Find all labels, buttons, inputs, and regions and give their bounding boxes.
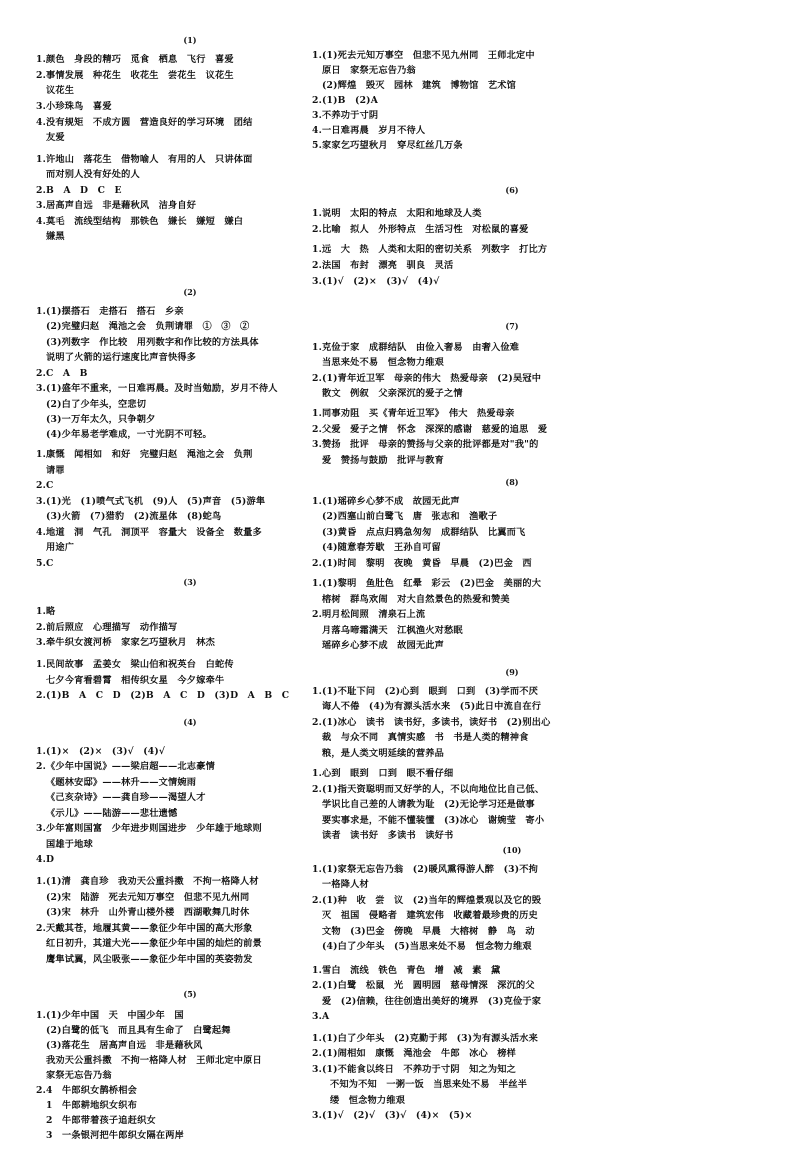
answer-line: 1.(1)不耻下问 (2)心到 眼到 口到 (3)学而不厌 xyxy=(312,686,539,697)
answer-line: 不知为不知 一粥一饭 当思来处不易 半丝半 xyxy=(330,1079,528,1090)
answer-line: 1.许地山 落花生 借物喻人 有用的人 只讲体面 xyxy=(36,154,253,165)
answer-line: 国雄于地球 xyxy=(46,839,93,850)
answer-line: 2.(1)指天资聪明而又好学的人，不以向地位比自己低、 xyxy=(312,784,545,795)
answer-line: 2.(1)闹相如 康慨 渑池会 牛郎 冰心 榜样 xyxy=(312,1048,517,1059)
answer-line: 我劝天公重抖擞 不拘一格降人材 王师北定中原日 xyxy=(46,1055,262,1066)
answer-line: (2)完璧归赵 渑池之会 负荆请罪 ① ③ ② xyxy=(46,321,250,332)
section-7 xyxy=(312,320,780,466)
answer-line: (2)白了少年头，空悲切 xyxy=(46,399,147,410)
answer-line: (4)少年易老学难成，一寸光阴不可轻。 xyxy=(46,429,212,440)
answer-line: 灭 祖国 侵略者 建筑宏伟 收藏着最珍贵的历史 xyxy=(322,910,538,921)
answer-line: 2.B A D C E xyxy=(36,185,122,196)
answer-line: (2)辉煌 毁灭 园林 建筑 博物馆 艺术馆 xyxy=(322,80,517,91)
answer-line: (3)落花生 居高声自远 非是藉秋风 xyxy=(46,1040,203,1051)
answer-line: 3.(1)√ (2)× (3)√ (4)√ xyxy=(312,276,440,287)
answer-line: 5.C xyxy=(36,558,54,569)
answer-line: 文物 (3)巴金 傍晚 早晨 大榕树 静 鸟 动 xyxy=(322,926,535,937)
answer-line: 3.(1)光 (1)喷气式飞机 (9)人 (5)声音 (5)游隼 xyxy=(36,496,266,507)
answer-line: (3)宋 林升 山外青山楼外楼 西湖歌舞几时休 xyxy=(46,907,250,918)
answer-line: 2.比喻 拟人 外形特点 生活习性 对松鼠的喜爱 xyxy=(312,224,529,235)
answer-line: (2)白鹭的低飞 而且具有生命了 白鹭起舞 xyxy=(46,1025,231,1036)
answer-line: 1.(1)清 龚自珍 我劝天公重抖擞 不拘一格降人材 xyxy=(36,876,259,887)
answer-line: 2.C xyxy=(36,480,54,491)
answer-line: 1.雪白 流线 铁色 青色 增 减 素 黛 xyxy=(312,965,501,976)
answer-line: 1.(1)少年中国 天 中国少年 国 xyxy=(36,1010,184,1021)
section-title: (2) xyxy=(183,287,197,297)
answer-line: 原日 家祭无忘告乃翁 xyxy=(322,65,416,76)
answer-line: 七夕今宵看碧霄 相传织女星 今夕嫁牵牛 xyxy=(46,675,225,686)
section-title: (5) xyxy=(183,989,197,999)
answer-line: 1.(1)死去元知万事空 但悲不见九州同 王师北定中 xyxy=(312,50,535,61)
answer-line: 3.(1)√ (2)√ (3)√ (4)× (5)× xyxy=(312,1110,473,1121)
answer-line: 榕树 群鸟欢闹 对大自然景色的热爱和赞美 xyxy=(322,594,510,605)
answer-line: (2)西塞山前白鹭飞 唐 张志和 渔歌子 xyxy=(322,511,498,522)
answer-line: 2.法国 布封 漂亮 驯良 灵活 xyxy=(312,260,454,271)
answer-line: 说明了火箭的运行速度比声音快得多 xyxy=(46,352,197,363)
answer-line: 爱 (2)信赖，往往创造出美好的境界 (3)克俭于家 xyxy=(322,996,542,1007)
answer-line: 3.牵牛织女渡河桥 家家乞巧望秋月 林杰 xyxy=(36,637,215,648)
answer-line: 而对别人没有好处的人 xyxy=(46,169,140,180)
answer-line: 2.事情发展 种花生 收花生 尝花生 议花生 xyxy=(36,70,234,81)
answer-line: 5.家家乞巧望秋月 穿尽红丝几万条 xyxy=(312,140,463,151)
answer-line: 1.略 xyxy=(36,606,56,617)
section-6 xyxy=(312,184,780,287)
answer-line: 请罪 xyxy=(46,465,65,476)
answer-line: 3.少年富则国富 少年进步则国进步 少年雄于地球则 xyxy=(36,823,262,834)
answer-line: (4)白了少年头 (5)当思来处不易 恒念物力维艰 xyxy=(322,941,532,952)
answer-line: (3)黄昏 点点归鸦急匆匆 成群结队 比翼而飞 xyxy=(322,527,526,538)
answer-line: 爱 赞扬与鼓励 批评与教育 xyxy=(322,455,445,466)
answer-line: 2.前后照应 心理描写 动作描写 xyxy=(36,622,178,633)
answer-line: 1 牛郎耕地织女织布 xyxy=(46,1100,138,1111)
answer-line: 要实事求是，不能不懂装懂 (3)冰心 谢婉莹 寄小 xyxy=(322,815,545,826)
answer-line: 2.(1)B A C D (2)B A C D (3)D A B C xyxy=(36,690,290,701)
answer-line: 3.A xyxy=(312,1011,330,1022)
answer-line: 4.D xyxy=(36,854,55,865)
answer-line: (3)火箭 (7)猎豹 (2)流星体 (8)蛇鸟 xyxy=(46,511,222,522)
answer-line: 2.(1)时间 黎明 夜晚 黄昏 早晨 (2)巴金 西 xyxy=(312,558,532,569)
answer-line: 红日初升，其道大光——象征少年中国的灿烂的前景 xyxy=(46,938,262,949)
answer-line: 读者 读书好 多读书 读好书 xyxy=(322,830,454,841)
answer-line: 裁 与众不同 真情实感 书 书是人类的精神食 xyxy=(322,732,529,743)
answer-line: 4.一日难再晨 岁月不待人 xyxy=(312,125,426,136)
answer-line: 缕 恒念物力维艰 xyxy=(330,1095,406,1106)
answer-line: 用途广 xyxy=(46,542,75,553)
answer-line: 2.天戴其苍，地履其黄——象征少年中国的高大形象 xyxy=(36,923,253,934)
answer-line: (4)随意春芳歇 王孙自可留 xyxy=(322,542,441,553)
answer-line: 1.(1)× (2)× (3)√ (4)√ xyxy=(36,746,166,757)
answer-line: 2.明月松间照 清泉石上流 xyxy=(312,609,426,620)
answer-line: 月落乌啼霜满天 江枫渔火对愁眠 xyxy=(322,625,463,636)
answer-line: 散文 例叙 父亲深沉的爱子之情 xyxy=(322,388,463,399)
answer-line: 3.居高声自远 非是藉秋风 洁身自好 xyxy=(36,200,197,211)
answer-line: 1.远 大 热 人类和太阳的密切关系 列数字 打比方 xyxy=(312,244,548,255)
section-title: (1) xyxy=(183,35,197,45)
answer-line: 2.(1)冰心 读书 读书好，多读书，读好书 (2)别出心 xyxy=(312,717,551,728)
answer-line: 2.(1)白鹭 松鼠 光 圆明园 慈母情深 深沉的父 xyxy=(312,980,535,991)
section-title: (7) xyxy=(505,321,519,331)
answer-line: 议花生 xyxy=(46,85,75,96)
answer-line: 《示儿》——陆游——悲壮遗憾 xyxy=(46,808,178,819)
answer-line: (2)宋 陆游 死去元知万事空 但悲不见九州同 xyxy=(46,892,250,903)
answer-line: 2 牛郎带着孩子追赶织女 xyxy=(46,1115,156,1126)
answer-line: 1.民间故事 孟姜女 梁山伯和祝英台 白蛇传 xyxy=(36,659,234,670)
answer-line: 1.(1)瑶碎乡心梦不成 故园无此声 xyxy=(312,496,460,507)
answer-line: 1.同事劝阻 买《青年近卫军》 伟大 热爱母亲 xyxy=(312,408,515,419)
answer-line: 1.(1)家祭无忘告乃翁 (2)暖风熏得游人醉 (3)不拘 xyxy=(312,864,539,875)
answer-line: (3)列数字 作比较 用列数字和作比较的方法具体 xyxy=(46,337,259,348)
answer-line: 一格降人材 xyxy=(322,879,369,890)
answer-line: 2.(1)青年近卫军 母亲的伟大 热爱母亲 (2)吴冠中 xyxy=(312,373,542,384)
answer-line: 2.4 牛郎织女鹊桥相会 xyxy=(36,1085,138,1096)
answer-line: 2.(1)B (2)A xyxy=(312,95,379,106)
answer-line: 当思来处不易 恒念物力维艰 xyxy=(322,357,445,368)
answer-line: 友爱 xyxy=(46,132,65,143)
section-9 xyxy=(312,666,780,841)
answer-line: 4.莫毛 流线型结构 那铁色 嫌长 嫌短 嫌白 xyxy=(36,216,244,227)
answer-line: 1.颜色 身段的精巧 觅食 栖息 飞行 喜爱 xyxy=(36,54,234,65)
answer-line: 1.克俭于家 成群结队 由俭入奢易 由奢入俭难 xyxy=(312,342,520,353)
section-title: (9) xyxy=(505,667,519,677)
answer-line: 1.心到 眼到 口到 眼不看仔细 xyxy=(312,768,454,779)
answer-line: 诲人不倦 (4)为有源头活水来 (5)此日中流自在行 xyxy=(322,701,542,712)
section-title: (10) xyxy=(502,845,522,855)
answer-line: 3.(1)盛年不重来，一日难再晨。及时当勉励，岁月不待人 xyxy=(36,383,278,394)
answer-line: 3.不养功于寸阴 xyxy=(312,110,379,121)
answer-line: 3.(1)不能食以终日 不养功于寸阴 知之为知之 xyxy=(312,1064,517,1075)
section-10 xyxy=(312,844,780,1121)
answer-line: 《己亥杂诗》——龚自珍——渴望人才 xyxy=(46,792,206,803)
answer-line: 2.《少年中国说》——梁启超——北志豪情 xyxy=(36,761,215,772)
answer-line: 1.(1)白了少年头 (2)克勤于邦 (3)为有源头活水来 xyxy=(312,1033,539,1044)
answer-line: 鹰隼试翼，风尘吸张——象征少年中国的英姿勃发 xyxy=(46,954,253,965)
answer-line: 学识比自己差的人请教为耻 (2)无论学习还是做事 xyxy=(322,799,535,810)
answer-line: 家祭无忘告乃翁 xyxy=(46,1070,112,1081)
answer-line: 1.(1)黎明 鱼肚色 红晕 彩云 (2)巴金 美丽的大 xyxy=(312,578,542,589)
answer-line: 1.(1)摆搭石 走搭石 搭石 乡亲 xyxy=(36,306,184,317)
answer-line: 3 一条银河把牛郎织女隔在两岸 xyxy=(46,1130,185,1141)
answer-line: (3)一万年太久，只争朝夕 xyxy=(46,414,156,425)
answer-line: 《题林安邸》——林升——文情婉雨 xyxy=(46,777,197,788)
answer-line: 2.C A B xyxy=(36,368,88,379)
answer-line: 2.父爱 爱子之情 怀念 深深的感谢 慈爱的追思 爱 xyxy=(312,424,548,435)
answer-line: 瑶碎乡心梦不成 故园无此声 xyxy=(322,640,445,651)
answer-line: 3.小珍珠鸟 喜爱 xyxy=(36,101,112,112)
answer-line: 2.(1)种 收 尝 议 (2)当年的辉煌景观以及它的毁 xyxy=(312,895,542,906)
section-title: (6) xyxy=(505,185,519,195)
answer-line: 1.说明 太阳的特点 太阳和地球及人类 xyxy=(312,208,482,219)
section-title: (3) xyxy=(183,577,197,587)
section-title: (8) xyxy=(505,477,519,487)
answer-line: 嫌黑 xyxy=(46,231,65,242)
answer-line: 粮，是人类文明延续的营养品 xyxy=(322,748,445,759)
answer-line: 4.地道 洞 气孔 洞顶平 容量大 设备全 数量多 xyxy=(36,527,262,538)
section-title: (4) xyxy=(183,717,197,727)
answer-line: 3.赞扬 批评 母亲的赞扬与父亲的批评都是对"我"的 xyxy=(312,439,539,450)
section-8 xyxy=(312,476,780,651)
answer-line: 4.没有规矩 不成方圆 营造良好的学习环境 团结 xyxy=(36,117,253,128)
answer-line: 1.康慨 闻相如 和好 完璧归赵 渑池之会 负荆 xyxy=(36,449,253,460)
